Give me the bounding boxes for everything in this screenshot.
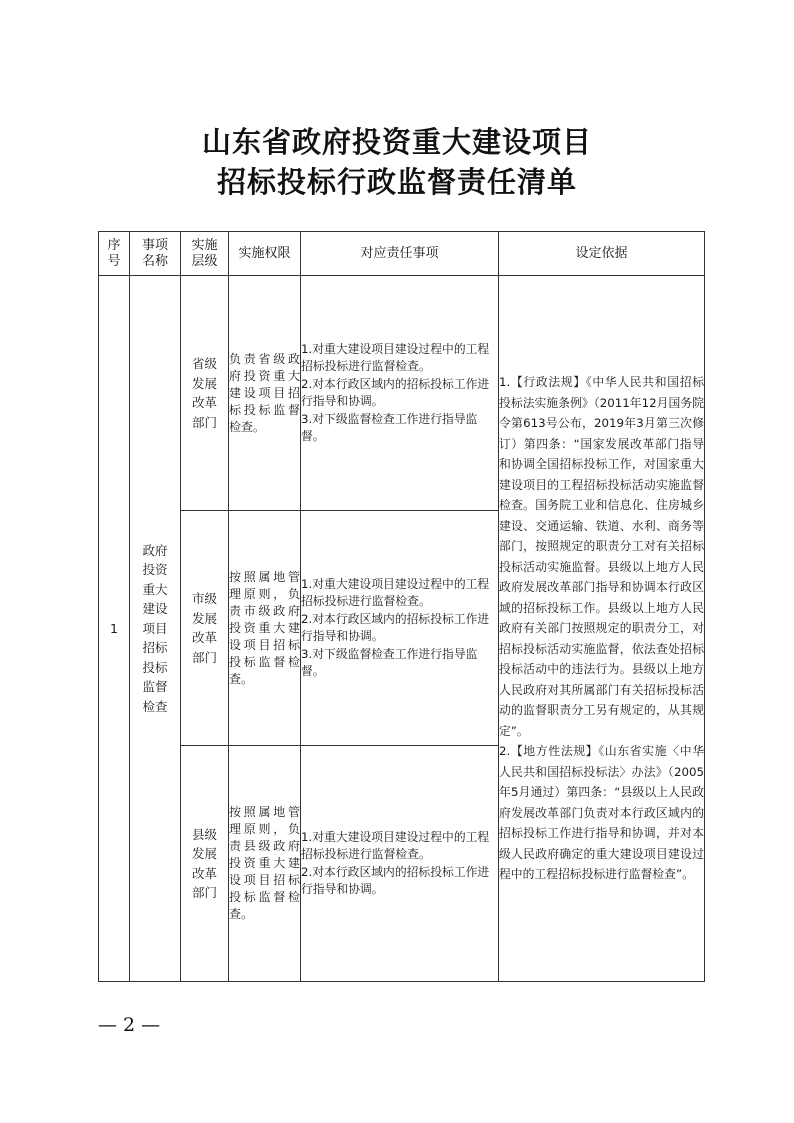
page-number: — 2 — [98,1014,161,1036]
basis-item-1: 1.【行政法规】《中华人民共和国招标投标法实施条例》（2011年12月国务院令第613号公布，2019年3月第三次修订）第四条：“国家发展改革部门指导和协调全国招标投标工作，对国家重大建设项目的工程招标投标活动实施监督检查。国务院工业和信息化、住房城乡建设、交通运输、铁道、水利、商务等部门，按照规定的职责分工对有关招标投标活动实施监督。县级以上地方人民政府发展改革部门指导和协调本行政区域的招标投标工作。县级以上地方人民政府有关部门按照规定的职责分工，对招标投标活动实施监督，依法查处招标投标活动中的违法行为。县级以上地方人民政府对其所属部门有关招标投标活动的监督职责分工另有规定的，从其规定”。 [499,375,704,738]
cell-resp-city [301,511,499,746]
header-seq: 序号 [99,232,130,276]
title-line-2: 招标投标行政监督责任清单 [216,165,577,199]
resp-item: 1.对重大建设项目建设过程中的工程招标投标进行监督检查。 [301,576,490,608]
resp-item: 1.对重大建设项目建设过程中的工程招标投标进行监督检查。 [301,829,490,861]
resp-item: 2.对本行政区域内的招标投标工作进行指导和协调。 [301,376,490,408]
resp-item: 1.对重大建设项目建设过程中的工程招标投标进行监督检查。 [301,341,490,373]
cell-basis [499,276,705,982]
header-row [99,232,705,276]
resp-item: 2.对本行政区域内的招标投标工作进行指导和协调。 [301,864,490,896]
cell-item-name: 政府投资重大建设项目招标投标监督检查 [130,276,181,982]
basis-item-2: 2.【地方性法规】《山东省实施〈中华人民共和国招标投标法〉办法》（2005年5月通过）第四条：“县级以上人民政府发展改革部门负责对本行政区域内的招标投标工作进行指导和协调，并对本级人民政府确定的重大建设项目建设过程中的工程招标投标进行监督检查”。 [499,744,704,882]
cell-level-province: 省级发展改革部门 [181,276,229,511]
document-title [0,122,794,202]
cell-level-county: 县级发展改革部门 [181,746,229,982]
cell-level-city: 市级发展改革部门 [181,511,229,746]
header-basis: 设定依据 [499,232,705,276]
cell-resp-county [301,746,499,982]
cell-power-province: 负责省级政府投资重大建设项目招标投标监督检查。 [229,276,301,511]
header-responsibility: 对应责任事项 [301,232,499,276]
resp-item: 3.对下级监督检查工作进行指导监督。 [301,411,478,443]
table-row [99,276,705,511]
cell-resp-province [301,276,499,511]
cell-seq: 1 [99,276,130,982]
responsibility-table [98,231,705,982]
resp-item: 2.对本行政区域内的招标投标工作进行指导和协调。 [301,611,490,643]
header-level: 实施层级 [181,232,229,276]
title-line-1: 山东省政府投资重大建设项目 [201,125,592,159]
header-item-name: 事项名称 [130,232,181,276]
resp-item: 3.对下级监督检查工作进行指导监督。 [301,646,478,678]
cell-power-city: 按照属地管理原则，负责市级政府投资重大建设项目招标投标监督检查。 [229,511,301,746]
header-power: 实施权限 [229,232,301,276]
cell-power-county: 按照属地管理原则，负责县级政府投资重大建设项目招标投标监督检查。 [229,746,301,982]
